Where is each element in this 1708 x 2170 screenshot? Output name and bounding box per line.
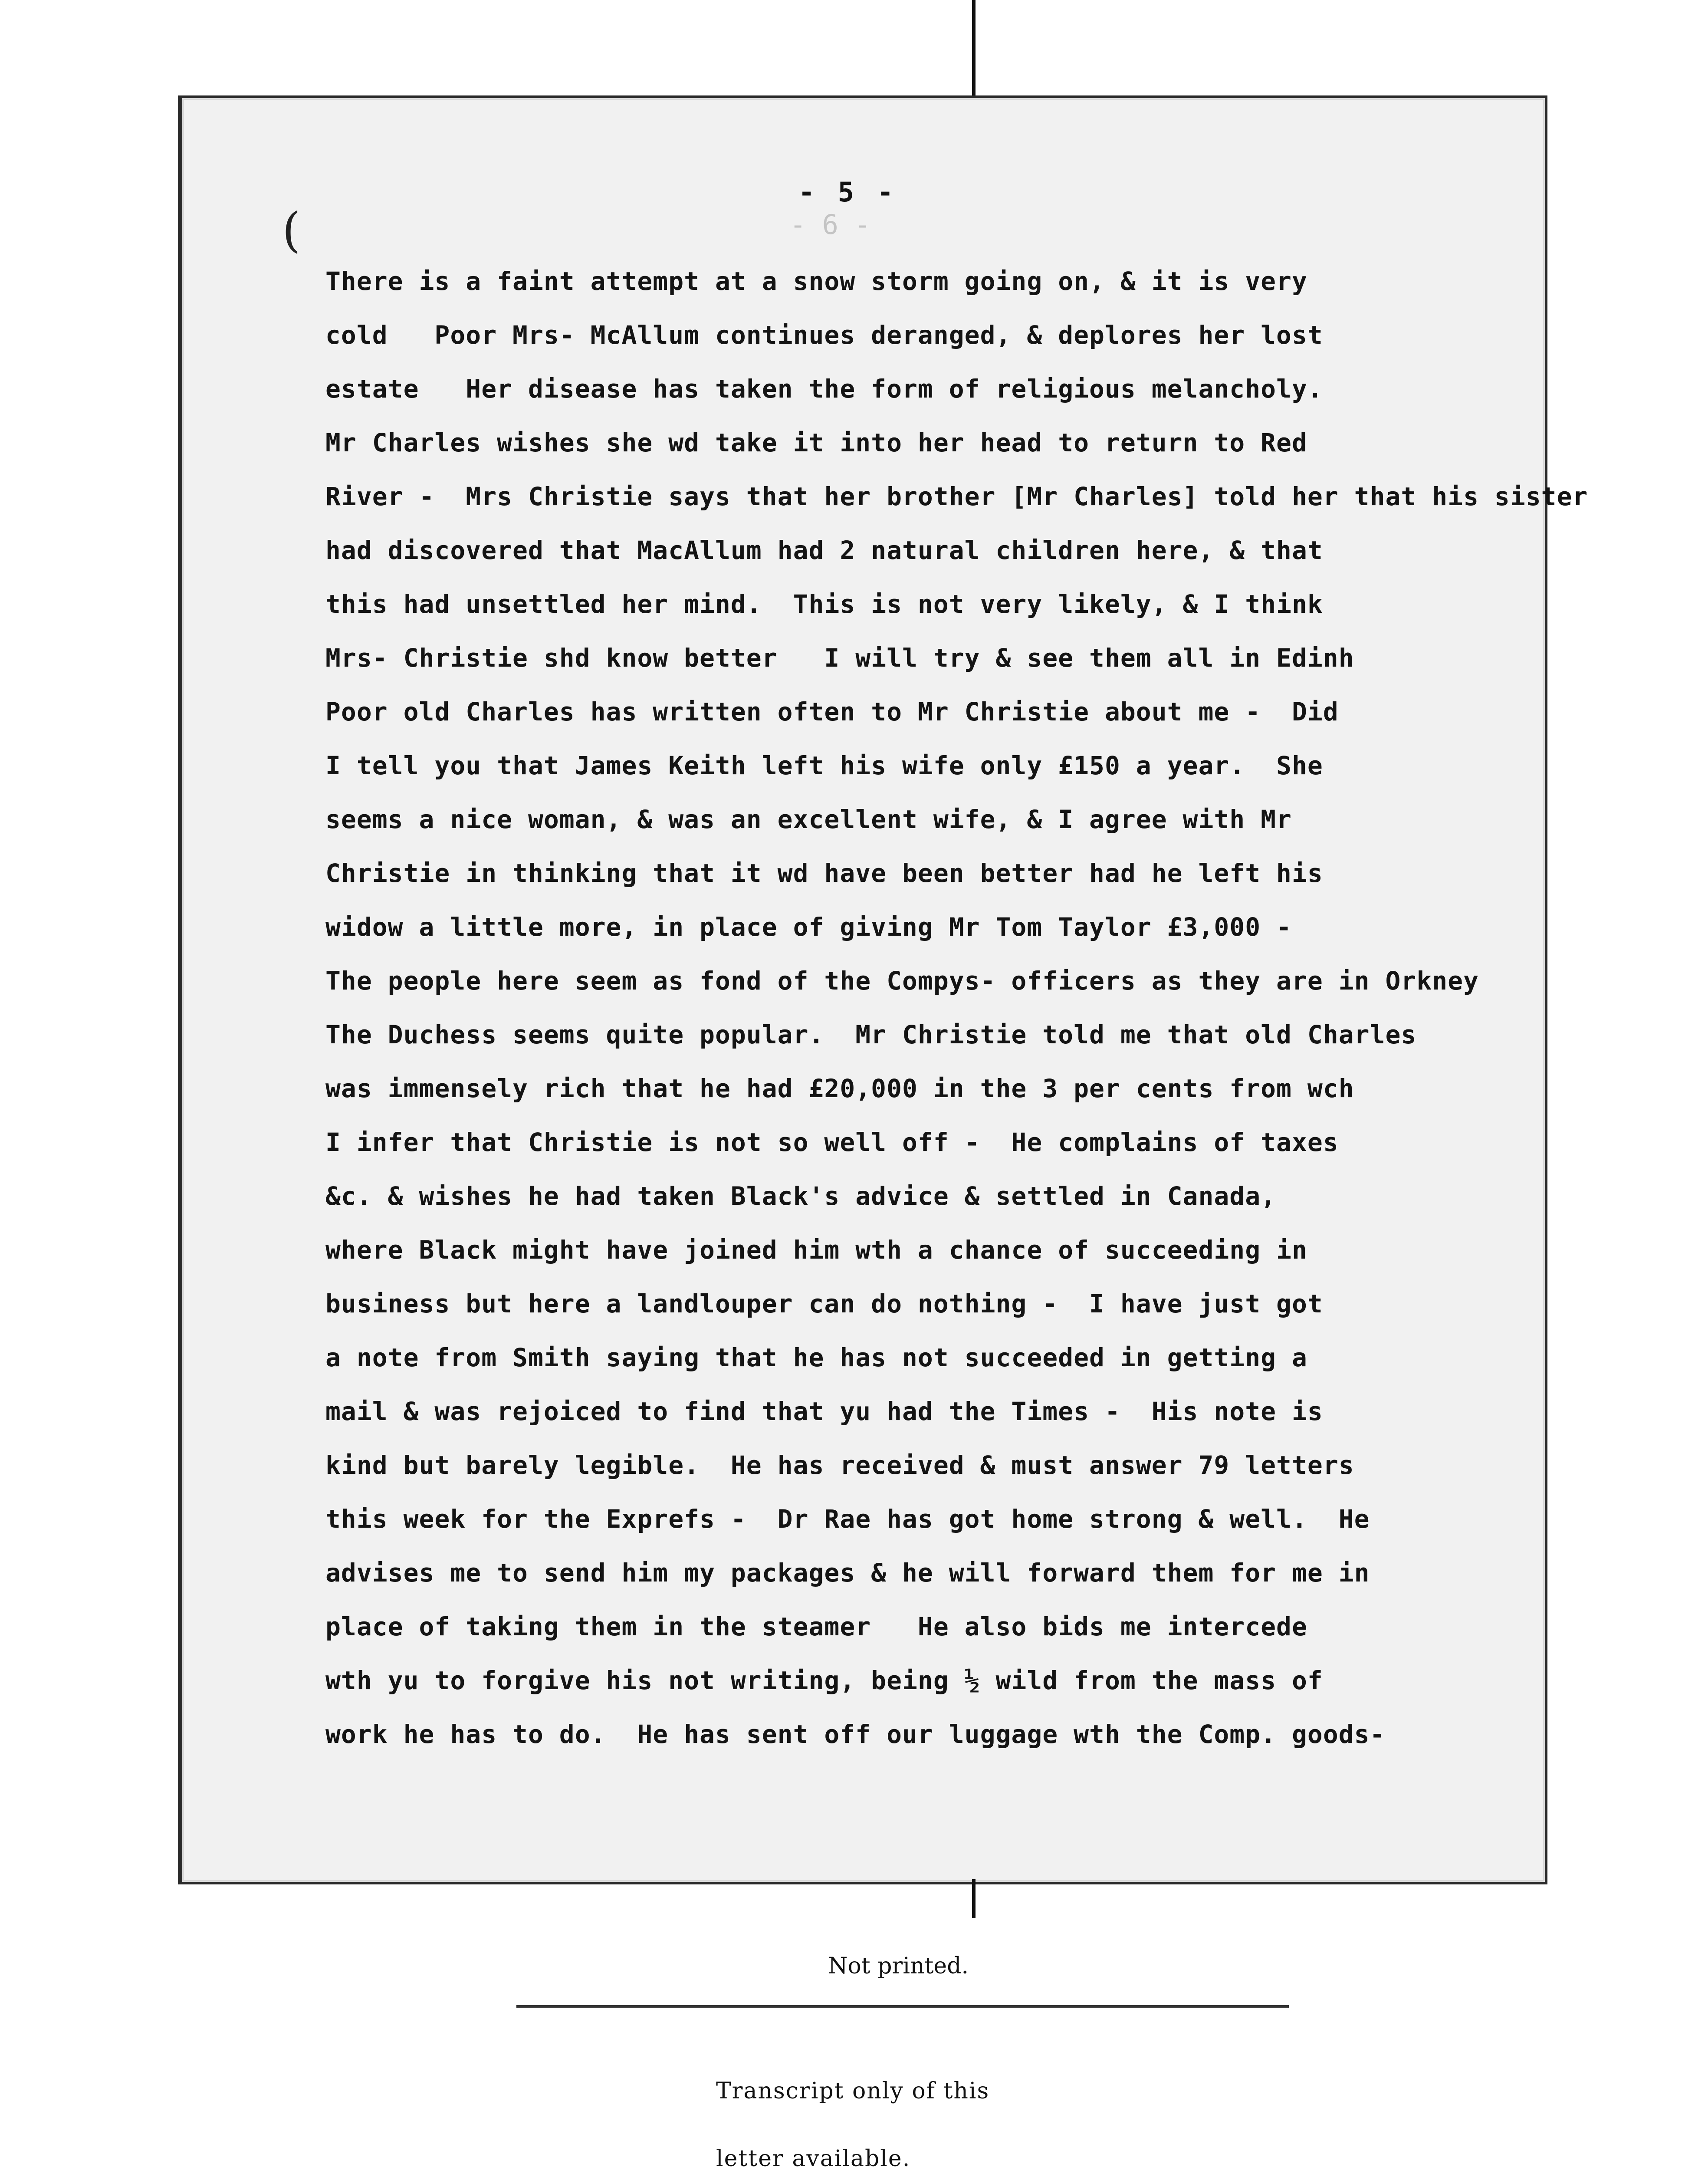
- transcript-note-line: letter available.: [716, 2146, 911, 2170]
- not-printed-note: Not printed.: [828, 1953, 969, 1979]
- text-line: Mr Charles wishes she wd take it into her head to return to Red: [325, 428, 1307, 457]
- text-line: was immensely rich that he had £20,000 in the 3 per cents from wch: [325, 1074, 1354, 1103]
- text-line: a note from Smith saying that he has not succeeded in getting a: [325, 1343, 1307, 1372]
- text-line: I infer that Christie is not so well off - He complains of taxes: [325, 1128, 1339, 1157]
- margin-mark: (: [282, 202, 301, 258]
- text-line: &c. & wishes he had taken Black's advice & settled in Canada,: [325, 1181, 1277, 1211]
- text-line: advises me to send him my packages & he will forward them for me in: [325, 1558, 1370, 1588]
- text-line: I tell you that James Keith left his wife only £150 a year. She: [325, 751, 1323, 780]
- text-line: Poor old Charles has written often to Mr Christie about me - Did: [325, 697, 1339, 727]
- typescript-page: [178, 95, 1588, 1884]
- text-line: Mrs- Christie shd know better I will try & see them all in Edinh: [325, 643, 1354, 673]
- text-line: where Black might have joined him wth a chance of succeeding in: [325, 1235, 1307, 1265]
- text-line: widow a little more, in place of giving Mr Tom Taylor £3,000 -: [325, 912, 1292, 942]
- text-line: Christie in thinking that it wd have been better had he left his: [325, 858, 1323, 888]
- text-line: seems a nice woman, & was an excellent wife, & I agree with Mr: [325, 805, 1292, 834]
- page-number: - 5 -: [798, 176, 897, 208]
- text-line: The people here seem as fond of the Compys- officers as they are in Orkney: [325, 966, 1479, 996]
- text-line: mail & was rejoiced to find that yu had the Times - His note is: [325, 1397, 1323, 1426]
- fold-line: [972, 1879, 976, 1918]
- text-line: estate Her disease has taken the form of religious melancholy.: [325, 374, 1323, 404]
- text-line: had discovered that MacAllum had 2 natural children here, & that: [325, 536, 1323, 565]
- text-line: River - Mrs Christie says that her brother [Mr Charles] told her that his sister: [325, 482, 1588, 511]
- text-line: The Duchess seems quite popular. Mr Christie told me that old Charles: [325, 1020, 1417, 1049]
- text-line: this had unsettled her mind. This is not very likely, & I think: [325, 589, 1323, 619]
- divider: [516, 2005, 1289, 2008]
- text-line: business but here a landlouper can do nothing - I have just got: [325, 1289, 1323, 1318]
- text-line: wth yu to forgive his not writing, being ½ wild from the mass of: [325, 1666, 1323, 1695]
- text-line: kind but barely legible. He has received & must answer 79 letters: [325, 1450, 1354, 1480]
- transcript-note-line: Transcript only of this: [716, 2078, 990, 2104]
- text-line: There is a faint attempt at a snow storm going on, & it is very: [325, 266, 1307, 296]
- fold-line: [972, 0, 976, 100]
- archive-note-slip: [482, 1918, 1315, 2170]
- letter-text: [325, 254, 1588, 1761]
- bleed-through-page-number: - 6 -: [790, 209, 871, 240]
- text-line: this week for the Exprefs - Dr Rae has got home strong & well. He: [325, 1504, 1370, 1534]
- text-line: place of taking them in the steamer He also bids me intercede: [325, 1612, 1307, 1641]
- transcript-note: [716, 2057, 989, 2170]
- text-line: cold Poor Mrs- McAllum continues deranged, & deplores her lost: [325, 320, 1323, 350]
- text-line: work he has to do. He has sent off our luggage wth the Comp. goods-: [325, 1720, 1386, 1749]
